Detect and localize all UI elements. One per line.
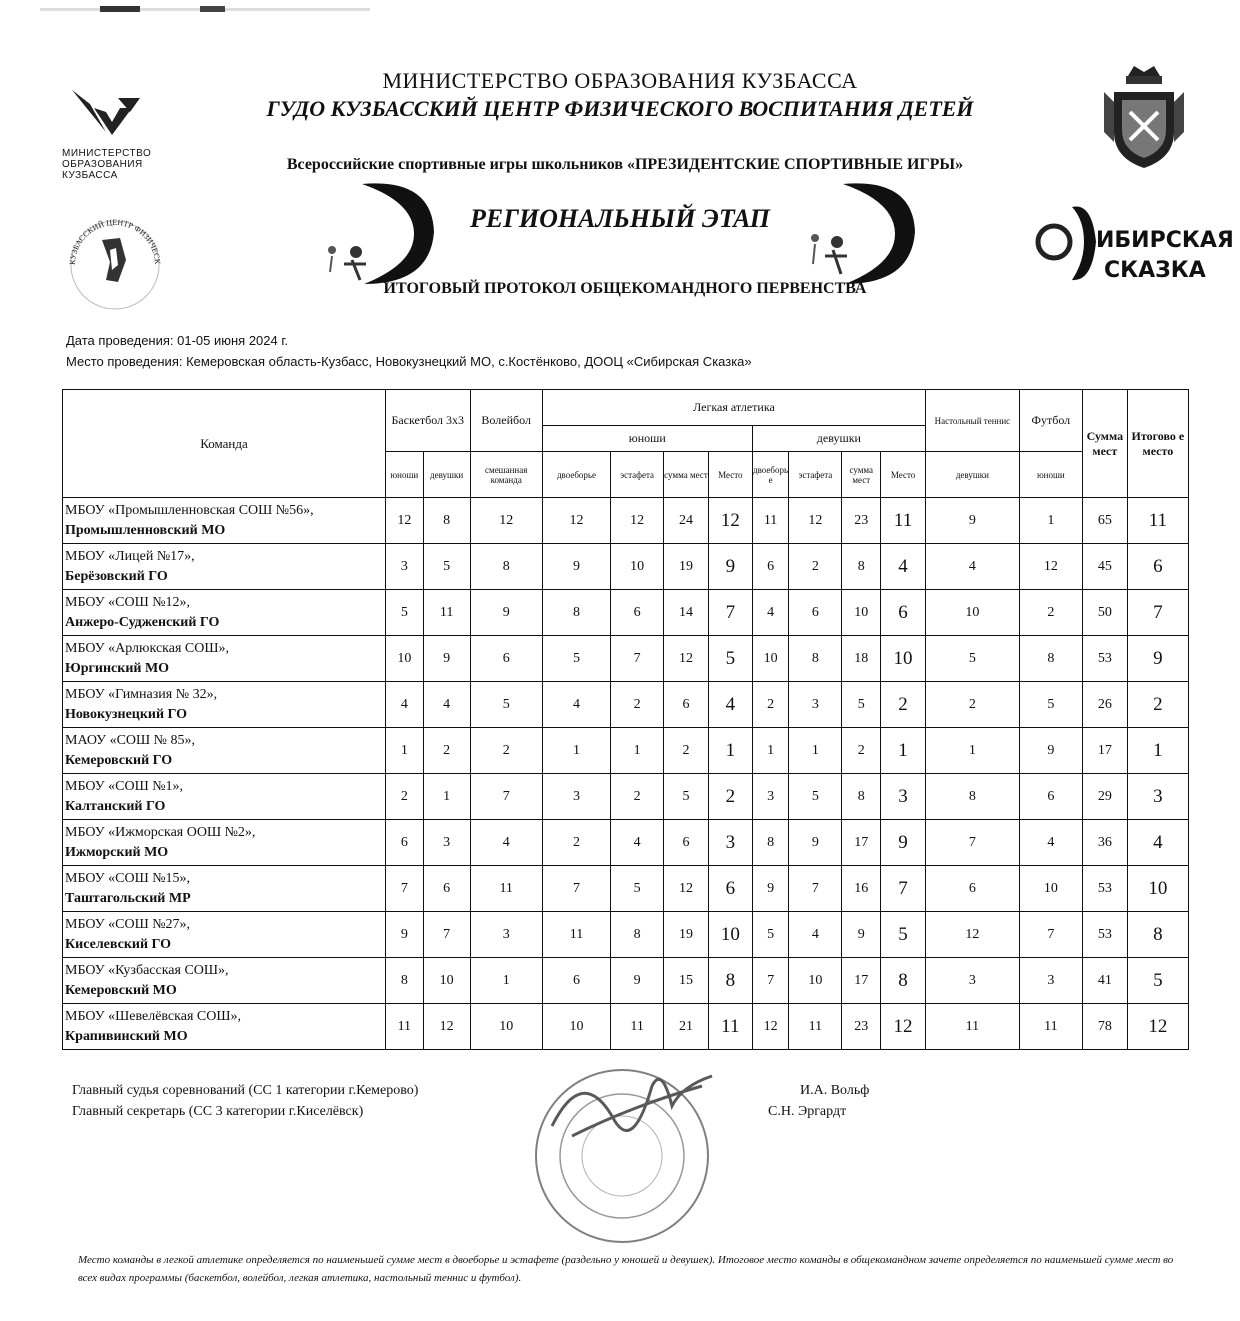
table-row [63, 866, 1189, 912]
team-municipality: Ижморский МО [65, 844, 169, 860]
score-cell: 4 [708, 682, 752, 728]
score-cell: 12 [664, 866, 709, 912]
score-cell: 9 [385, 912, 423, 958]
score-cell: 1 [1019, 498, 1082, 544]
score-cell: 10 [1127, 866, 1188, 912]
score-cell: 10 [842, 590, 881, 636]
score-cell: 11 [926, 1004, 1020, 1050]
subheader: сумма мест [842, 452, 881, 498]
svg-text:ИБИРСКАЯ: ИБИРСКАЯ [1096, 228, 1234, 253]
score-cell: 7 [542, 866, 610, 912]
score-cell: 14 [664, 590, 709, 636]
score-cell: 12 [752, 1004, 789, 1050]
score-cell: 29 [1082, 774, 1127, 820]
subheader: эстафета [611, 452, 664, 498]
score-cell: 5 [842, 682, 881, 728]
score-cell: 12 [926, 912, 1020, 958]
svg-text:КУЗБАССКИЙ ЦЕНТР ФИЗИЧЕСКОГО В: КУЗБАССКИЙ ЦЕНТР ФИЗИЧЕСК [67, 217, 163, 266]
center-title: ГУДО КУЗБАССКИЙ ЦЕНТР ФИЗИЧЕСКОГО ВОСПИТАНИЯ ДЕТЕЙ [266, 96, 974, 121]
score-cell: 9 [881, 820, 926, 866]
score-cell: 10 [611, 544, 664, 590]
score-cell: 5 [385, 590, 423, 636]
team-municipality: Киселевский ГО [65, 936, 171, 952]
score-cell: 17 [1082, 728, 1127, 774]
subheader: юноши [1019, 452, 1082, 498]
score-cell: 5 [1019, 682, 1082, 728]
subheader: Место [708, 452, 752, 498]
score-cell: 7 [1019, 912, 1082, 958]
score-cell: 4 [881, 544, 926, 590]
table-row [63, 820, 1189, 866]
score-cell: 5 [470, 682, 542, 728]
score-cell: 9 [1127, 636, 1188, 682]
score-cell: 9 [752, 866, 789, 912]
score-cell: 16 [842, 866, 881, 912]
score-cell: 2 [385, 774, 423, 820]
score-cell: 12 [1019, 544, 1082, 590]
crescent-emblem-icon [803, 180, 923, 290]
stage-title: РЕГИОНАЛЬНЫЙ ЭТАП [469, 204, 771, 233]
sibirskaya-skazka-logo [1032, 202, 1234, 292]
score-cell: 2 [881, 682, 926, 728]
table-row [63, 498, 1189, 544]
chief-judge-name: И.А. Вольф [800, 1083, 870, 1098]
score-cell: 45 [1082, 544, 1127, 590]
results-table [62, 389, 1189, 1050]
score-cell: 5 [881, 912, 926, 958]
team-organization: МБОУ «Ижморская ООШ №2», [65, 824, 256, 840]
score-cell: 5 [708, 636, 752, 682]
score-cell: 9 [926, 498, 1020, 544]
score-cell: 12 [470, 498, 542, 544]
crescent-emblem-icon [322, 180, 442, 290]
score-cell: 7 [423, 912, 470, 958]
score-cell: 11 [881, 498, 926, 544]
header-table-tennis: Настольный теннис [926, 390, 1020, 452]
subheader: эстафета [789, 452, 842, 498]
team-organization: МБОУ «Шевелёвская СОШ», [65, 1008, 241, 1024]
score-cell: 12 [708, 498, 752, 544]
kuzbass-coat-of-arms-icon [1098, 62, 1190, 177]
team-municipality: Промышленновский МО [65, 522, 226, 538]
score-cell: 6 [881, 590, 926, 636]
score-cell: 12 [1127, 1004, 1188, 1050]
team-organization: МБОУ «Арлюкская СОШ», [65, 640, 229, 656]
score-cell: 6 [423, 866, 470, 912]
score-cell: 6 [664, 682, 709, 728]
subheader: сумма мест [664, 452, 709, 498]
score-cell: 11 [789, 1004, 842, 1050]
score-cell: 10 [470, 1004, 542, 1050]
score-cell: 12 [385, 498, 423, 544]
score-cell: 11 [1127, 498, 1188, 544]
protocol-title: ИТОГОВЫЙ ПРОТОКОЛ ОБЩЕКОМАНДНОГО ПЕРВЕНСТВА [383, 280, 867, 297]
team-cell [63, 820, 386, 866]
subheader: двоеборь е [752, 452, 789, 498]
score-cell: 3 [470, 912, 542, 958]
score-cell: 9 [842, 912, 881, 958]
score-cell: 10 [752, 636, 789, 682]
score-cell: 4 [1127, 820, 1188, 866]
header-team: Команда [63, 390, 386, 498]
score-cell: 2 [611, 682, 664, 728]
score-cell: 7 [926, 820, 1020, 866]
score-cell: 11 [470, 866, 542, 912]
score-cell: 6 [470, 636, 542, 682]
score-cell: 6 [752, 544, 789, 590]
header-athletics: Легкая атлетика [542, 390, 925, 426]
team-cell [63, 912, 386, 958]
score-cell: 3 [1019, 958, 1082, 1004]
score-cell: 6 [1019, 774, 1082, 820]
score-cell: 7 [611, 636, 664, 682]
score-cell: 10 [789, 958, 842, 1004]
header-basketball: Баскетбол 3х3 [385, 390, 470, 452]
score-cell: 1 [470, 958, 542, 1004]
score-cell: 8 [611, 912, 664, 958]
score-cell: 15 [664, 958, 709, 1004]
team-organization: МБОУ «СОШ №1», [65, 778, 184, 794]
score-cell: 21 [664, 1004, 709, 1050]
team-cell [63, 544, 386, 590]
score-cell: 12 [542, 498, 610, 544]
table-row [63, 774, 1189, 820]
team-cell [63, 682, 386, 728]
score-cell: 6 [664, 820, 709, 866]
score-cell: 1 [789, 728, 842, 774]
footnote: Место команды в легкой атлетике определяется по наименьшей сумме мест в двоеборье и эстафете (раздельно у юношей и девушек). Итоговое место команды в общекомандном зачете определяется по наименьшей сумме мест во всех видах программы (баскетбол, волейбол, легкая атлетика, настольный теннис и футбол). [78, 1254, 1174, 1284]
score-cell: 9 [611, 958, 664, 1004]
chief-judge-label: Главный судья соревнований (СС 1 категории г.Кемерово) [72, 1083, 419, 1098]
score-cell: 12 [789, 498, 842, 544]
score-cell: 2 [1019, 590, 1082, 636]
team-cell [63, 636, 386, 682]
score-cell: 10 [423, 958, 470, 1004]
header-athletics-girls: девушки [752, 426, 925, 452]
team-cell [63, 774, 386, 820]
header-football: Футбол [1019, 390, 1082, 452]
subheader: девушки [926, 452, 1020, 498]
table-row [63, 1004, 1189, 1050]
score-cell: 2 [926, 682, 1020, 728]
score-cell: 12 [881, 1004, 926, 1050]
score-cell: 4 [1019, 820, 1082, 866]
score-cell: 53 [1082, 636, 1127, 682]
score-cell: 3 [423, 820, 470, 866]
score-cell: 10 [385, 636, 423, 682]
team-organization: МБОУ «Гимназия № 32», [65, 686, 218, 702]
score-cell: 11 [708, 1004, 752, 1050]
score-cell: 3 [752, 774, 789, 820]
table-row [63, 682, 1189, 728]
svg-text:СКАЗКА: СКАЗКА [1104, 258, 1206, 283]
score-cell: 4 [542, 682, 610, 728]
score-cell: 4 [752, 590, 789, 636]
team-organization: МБОУ «Кузбасская СОШ», [65, 962, 229, 978]
score-cell: 7 [752, 958, 789, 1004]
team-cell [63, 958, 386, 1004]
score-cell: 41 [1082, 958, 1127, 1004]
score-cell: 8 [842, 544, 881, 590]
score-cell: 7 [708, 590, 752, 636]
chief-secretary-label: Главный секретарь (СС 3 категории г.Киселёвск) [72, 1104, 364, 1119]
score-cell: 8 [1127, 912, 1188, 958]
team-cell [63, 590, 386, 636]
score-cell: 1 [881, 728, 926, 774]
score-cell: 8 [542, 590, 610, 636]
team-cell [63, 498, 386, 544]
score-cell: 2 [752, 682, 789, 728]
score-cell: 5 [611, 866, 664, 912]
score-cell: 5 [664, 774, 709, 820]
score-cell: 6 [926, 866, 1020, 912]
score-cell: 9 [708, 544, 752, 590]
team-organization: МБОУ «СОШ №27», [65, 916, 191, 932]
score-cell: 53 [1082, 866, 1127, 912]
header-athletics-boys: юноши [542, 426, 752, 452]
event-place: Место проведения: Кемеровская область-Кузбасс, Новокузнецкий МО, с.Костёнково, ДООЦ «Сибирская Сказка» [66, 354, 752, 369]
score-cell: 10 [1019, 866, 1082, 912]
team-municipality: Берёзовский ГО [65, 568, 168, 584]
score-cell: 9 [423, 636, 470, 682]
score-cell: 5 [789, 774, 842, 820]
score-cell: 4 [470, 820, 542, 866]
score-cell: 8 [881, 958, 926, 1004]
score-cell: 9 [1019, 728, 1082, 774]
score-cell: 1 [1127, 728, 1188, 774]
score-cell: 6 [789, 590, 842, 636]
table-row [63, 958, 1189, 1004]
score-cell: 6 [611, 590, 664, 636]
score-cell: 2 [470, 728, 542, 774]
score-cell: 3 [385, 544, 423, 590]
score-cell: 4 [789, 912, 842, 958]
score-cell: 4 [385, 682, 423, 728]
score-cell: 3 [1127, 774, 1188, 820]
score-cell: 8 [423, 498, 470, 544]
subheader: двоеборье [542, 452, 610, 498]
team-cell [63, 866, 386, 912]
score-cell: 1 [611, 728, 664, 774]
ministry-logo [62, 90, 182, 181]
score-cell: 3 [881, 774, 926, 820]
table-row [63, 728, 1189, 774]
score-cell: 1 [423, 774, 470, 820]
score-cell: 4 [423, 682, 470, 728]
team-cell [63, 1004, 386, 1050]
score-cell: 8 [842, 774, 881, 820]
team-municipality: Таштагольский МР [65, 890, 191, 906]
score-cell: 8 [470, 544, 542, 590]
team-organization: МБОУ «СОШ №12», [65, 594, 191, 610]
score-cell: 17 [842, 958, 881, 1004]
team-organization: МБОУ «СОШ №15», [65, 870, 191, 886]
score-cell: 11 [542, 912, 610, 958]
score-cell: 3 [926, 958, 1020, 1004]
score-cell: 12 [664, 636, 709, 682]
score-cell: 24 [664, 498, 709, 544]
team-municipality: Кемеровский ГО [65, 752, 173, 768]
score-cell: 5 [926, 636, 1020, 682]
score-cell: 11 [385, 1004, 423, 1050]
top-scan-artifact [40, 6, 370, 14]
games-title: Всероссийские спортивные игры школьников «ПРЕЗИДЕНТСКИЕ СПОРТИВНЫЕ ИГРЫ» [286, 156, 964, 173]
score-cell: 53 [1082, 912, 1127, 958]
team-organization: МБОУ «Лицей №17», [65, 548, 195, 564]
team-municipality: Новокузнецкий ГО [65, 706, 187, 722]
score-cell: 6 [542, 958, 610, 1004]
subheader: смешанная команда [470, 452, 542, 498]
header-final: Итогово е место [1127, 390, 1188, 498]
chief-secretary-name: С.Н. Эргардт [768, 1104, 847, 1119]
score-cell: 23 [842, 1004, 881, 1050]
score-cell: 9 [470, 590, 542, 636]
score-cell: 6 [385, 820, 423, 866]
team-organization: МБОУ «Промышленновская СОШ №56», [65, 502, 314, 518]
score-cell: 2 [708, 774, 752, 820]
subheader: юноши [385, 452, 423, 498]
score-cell: 2 [842, 728, 881, 774]
score-cell: 4 [611, 820, 664, 866]
score-cell: 10 [542, 1004, 610, 1050]
score-cell: 26 [1082, 682, 1127, 728]
score-cell: 50 [1082, 590, 1127, 636]
ministry-emblem-icon [72, 90, 142, 140]
score-cell: 1 [926, 728, 1020, 774]
team-municipality: Крапивинский МО [65, 1028, 188, 1044]
score-cell: 78 [1082, 1004, 1127, 1050]
score-cell: 8 [752, 820, 789, 866]
team-municipality: Анжеро-Судженский ГО [65, 614, 220, 630]
score-cell: 7 [789, 866, 842, 912]
score-cell: 1 [708, 728, 752, 774]
team-municipality: Калтанский ГО [65, 798, 166, 814]
header-volleyball: Волейбол [470, 390, 542, 452]
team-organization: МАОУ «СОШ № 85», [65, 732, 196, 748]
event-date: Дата проведения: 01-05 июня 2024 г. [66, 333, 289, 348]
score-cell: 7 [470, 774, 542, 820]
score-cell: 5 [542, 636, 610, 682]
subheader: Место [881, 452, 926, 498]
table-row [63, 590, 1189, 636]
score-cell: 23 [842, 498, 881, 544]
score-cell: 11 [611, 1004, 664, 1050]
score-cell: 8 [708, 958, 752, 1004]
score-cell: 36 [1082, 820, 1127, 866]
score-cell: 1 [385, 728, 423, 774]
subheader: девушки [423, 452, 470, 498]
score-cell: 9 [542, 544, 610, 590]
score-cell: 8 [385, 958, 423, 1004]
score-cell: 2 [611, 774, 664, 820]
score-cell: 11 [1019, 1004, 1082, 1050]
score-cell: 10 [926, 590, 1020, 636]
score-cell: 2 [664, 728, 709, 774]
score-cell: 1 [542, 728, 610, 774]
score-cell: 3 [708, 820, 752, 866]
score-cell: 2 [542, 820, 610, 866]
score-cell: 9 [789, 820, 842, 866]
score-cell: 7 [881, 866, 926, 912]
score-cell: 2 [1127, 682, 1188, 728]
score-cell: 3 [542, 774, 610, 820]
signature-scribble [552, 1076, 712, 1136]
center-seal-logo [60, 210, 170, 315]
table-row [63, 544, 1189, 590]
score-cell: 3 [789, 682, 842, 728]
header-sum: Сумма мест [1082, 390, 1127, 498]
score-cell: 18 [842, 636, 881, 682]
score-cell: 6 [708, 866, 752, 912]
score-cell: 10 [708, 912, 752, 958]
score-cell: 7 [385, 866, 423, 912]
score-cell: 8 [789, 636, 842, 682]
score-cell: 19 [664, 912, 709, 958]
score-cell: 65 [1082, 498, 1127, 544]
official-stamp [512, 1046, 742, 1246]
table-row [63, 912, 1189, 958]
score-cell: 12 [611, 498, 664, 544]
team-municipality: Юргинский МО [65, 660, 170, 676]
score-cell: 5 [1127, 958, 1188, 1004]
score-cell: 10 [881, 636, 926, 682]
score-cell: 2 [789, 544, 842, 590]
score-cell: 11 [423, 590, 470, 636]
score-cell: 5 [752, 912, 789, 958]
score-cell: 2 [423, 728, 470, 774]
table-row [63, 636, 1189, 682]
score-cell: 12 [423, 1004, 470, 1050]
score-cell: 11 [752, 498, 789, 544]
ministry-logo-text: МИНИСТЕРСТВО ОБРАЗОВАНИЯ КУЗБАССА [62, 148, 152, 181]
score-cell: 8 [926, 774, 1020, 820]
score-cell: 8 [1019, 636, 1082, 682]
score-cell: 17 [842, 820, 881, 866]
score-cell: 6 [1127, 544, 1188, 590]
score-cell: 7 [1127, 590, 1188, 636]
score-cell: 5 [423, 544, 470, 590]
team-cell [63, 728, 386, 774]
ministry-title: МИНИСТЕРСТВО ОБРАЗОВАНИЯ КУЗБАССА [382, 68, 858, 93]
score-cell: 19 [664, 544, 709, 590]
team-municipality: Кемеровский МО [65, 982, 177, 998]
score-cell: 4 [926, 544, 1020, 590]
score-cell: 1 [752, 728, 789, 774]
